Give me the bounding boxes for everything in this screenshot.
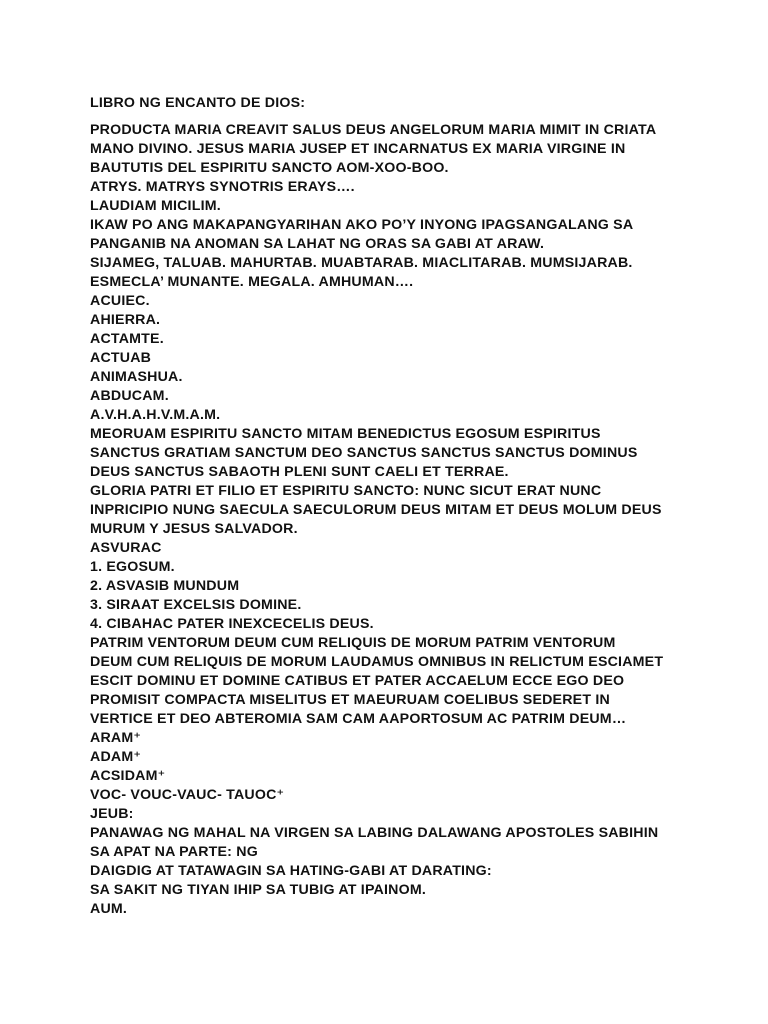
text-line: PATRIM VENTORUM DEUM CUM RELIQUIS DE MORUM PATRIM VENTORUM	[90, 635, 616, 651]
text-line: PANAWAG NG MAHAL NA VIRGEN SA LABING DALAWANG APOSTOLES SABIHIN	[90, 825, 659, 841]
text-line: ANIMASHUA.	[90, 369, 183, 385]
text-line: A.V.H.A.H.V.M.A.M.	[90, 407, 221, 423]
text-line: PANGANIB NA ANOMAN SA LAHAT NG ORAS SA GABI AT ARAW.	[90, 236, 545, 252]
text-line: MURUM Y JESUS SALVADOR.	[90, 521, 298, 537]
text-line: VERTICE ET DEO ABTEROMIA SAM CAM AAPORTOSUM AC PATRIM DEUM…	[90, 711, 627, 727]
text-line: PRODUCTA MARIA CREAVIT SALUS DEUS ANGELORUM MARIA MIMIT IN CRIATA	[90, 122, 657, 138]
text-line: ACUIEC.	[90, 293, 150, 309]
text-line: ESCIT DOMINU ET DOMINE CATIBUS ET PATER ACCAELUM ECCE EGO DEO	[90, 673, 625, 689]
document-title: LIBRO NG ENCANTO DE DIOS:	[90, 95, 306, 111]
text-line: AHIERRA.	[90, 312, 161, 328]
text-line: ABDUCAM.	[90, 388, 169, 404]
text-line: DEUS SANCTUS SABAOTH PLENI SUNT CAELI ET TERRAE.	[90, 464, 509, 480]
text-line: INPRICIPIO NUNG SAECULA SAECULORUM DEUS MITAM ET DEUS MOLUM DEUS	[90, 502, 662, 518]
text-line: SA APAT NA PARTE: NG	[90, 844, 258, 860]
text-line: AUM.	[90, 901, 128, 917]
text-line: ESMECLA’ MUNANTE. MEGALA. AMHUMAN….	[90, 274, 414, 290]
text-line: VOC- VOUC-VAUC- TAUOC⁺	[90, 787, 285, 803]
text-line: ACSIDAM⁺	[90, 768, 166, 784]
text-line: 2. ASVASIB MUNDUM	[90, 578, 240, 594]
text-line: ACTAMTE.	[90, 331, 164, 347]
document-text-lines	[90, 121, 690, 919]
text-line: 4. CIBAHAC PATER INEXCECELIS DEUS.	[90, 616, 374, 632]
text-line: LAUDIAM MICILIM.	[90, 198, 221, 214]
text-line: 3. SIRAAT EXCELSIS DOMINE.	[90, 597, 302, 613]
text-line: ASVURAC	[90, 540, 162, 556]
text-line: ATRYS. MATRYS SYNOTRIS ERAYS….	[90, 179, 355, 195]
text-line: MANO DIVINO. JESUS MARIA JUSEP ET INCARNATUS EX MARIA VIRGINE IN	[90, 141, 626, 157]
text-line: SANCTUS GRATIAM SANCTUM DEO SANCTUS SANCTUS SANCTUS DOMINUS	[90, 445, 638, 461]
text-line: ARAM⁺	[90, 730, 142, 746]
text-line: MEORUAM ESPIRITU SANCTO MITAM BENEDICTUS EGOSUM ESPIRITUS	[90, 426, 601, 442]
text-line: DEUM CUM RELIQUIS DE MORUM LAUDAMUS OMNIBUS IN RELICTUM ESCIAMET	[90, 654, 664, 670]
text-line: 1. EGOSUM.	[90, 559, 175, 575]
text-line: DAIGDIG AT TATAWAGIN SA HATING-GABI AT DARATING:	[90, 863, 492, 879]
text-line: SA SAKIT NG TIYAN IHIP SA TUBIG AT IPAINOM.	[90, 882, 426, 898]
text-line: JEUB:	[90, 806, 134, 822]
text-line: PROMISIT COMPACTA MISELITUS ET MAEURUAM COELIBUS SEDERET IN	[90, 692, 610, 708]
text-line: IKAW PO ANG MAKAPANGYARIHAN AKO PO’Y INYONG IPAGSANGALANG SA	[90, 217, 634, 233]
text-line: ACTUAB	[90, 350, 152, 366]
text-line: ADAM⁺	[90, 749, 142, 765]
text-line: BAUTUTIS DEL ESPIRITU SANCTO AOM-XOO-BOO.	[90, 160, 449, 176]
text-line: SIJAMEG, TALUAB. MAHURTAB. MUABTARAB. MIACLITARAB. MUMSIJARAB.	[90, 255, 633, 271]
text-line: GLORIA PATRI ET FILIO ET ESPIRITU SANCTO: NUNC SICUT ERAT NUNC	[90, 483, 602, 499]
document-body	[90, 94, 690, 919]
